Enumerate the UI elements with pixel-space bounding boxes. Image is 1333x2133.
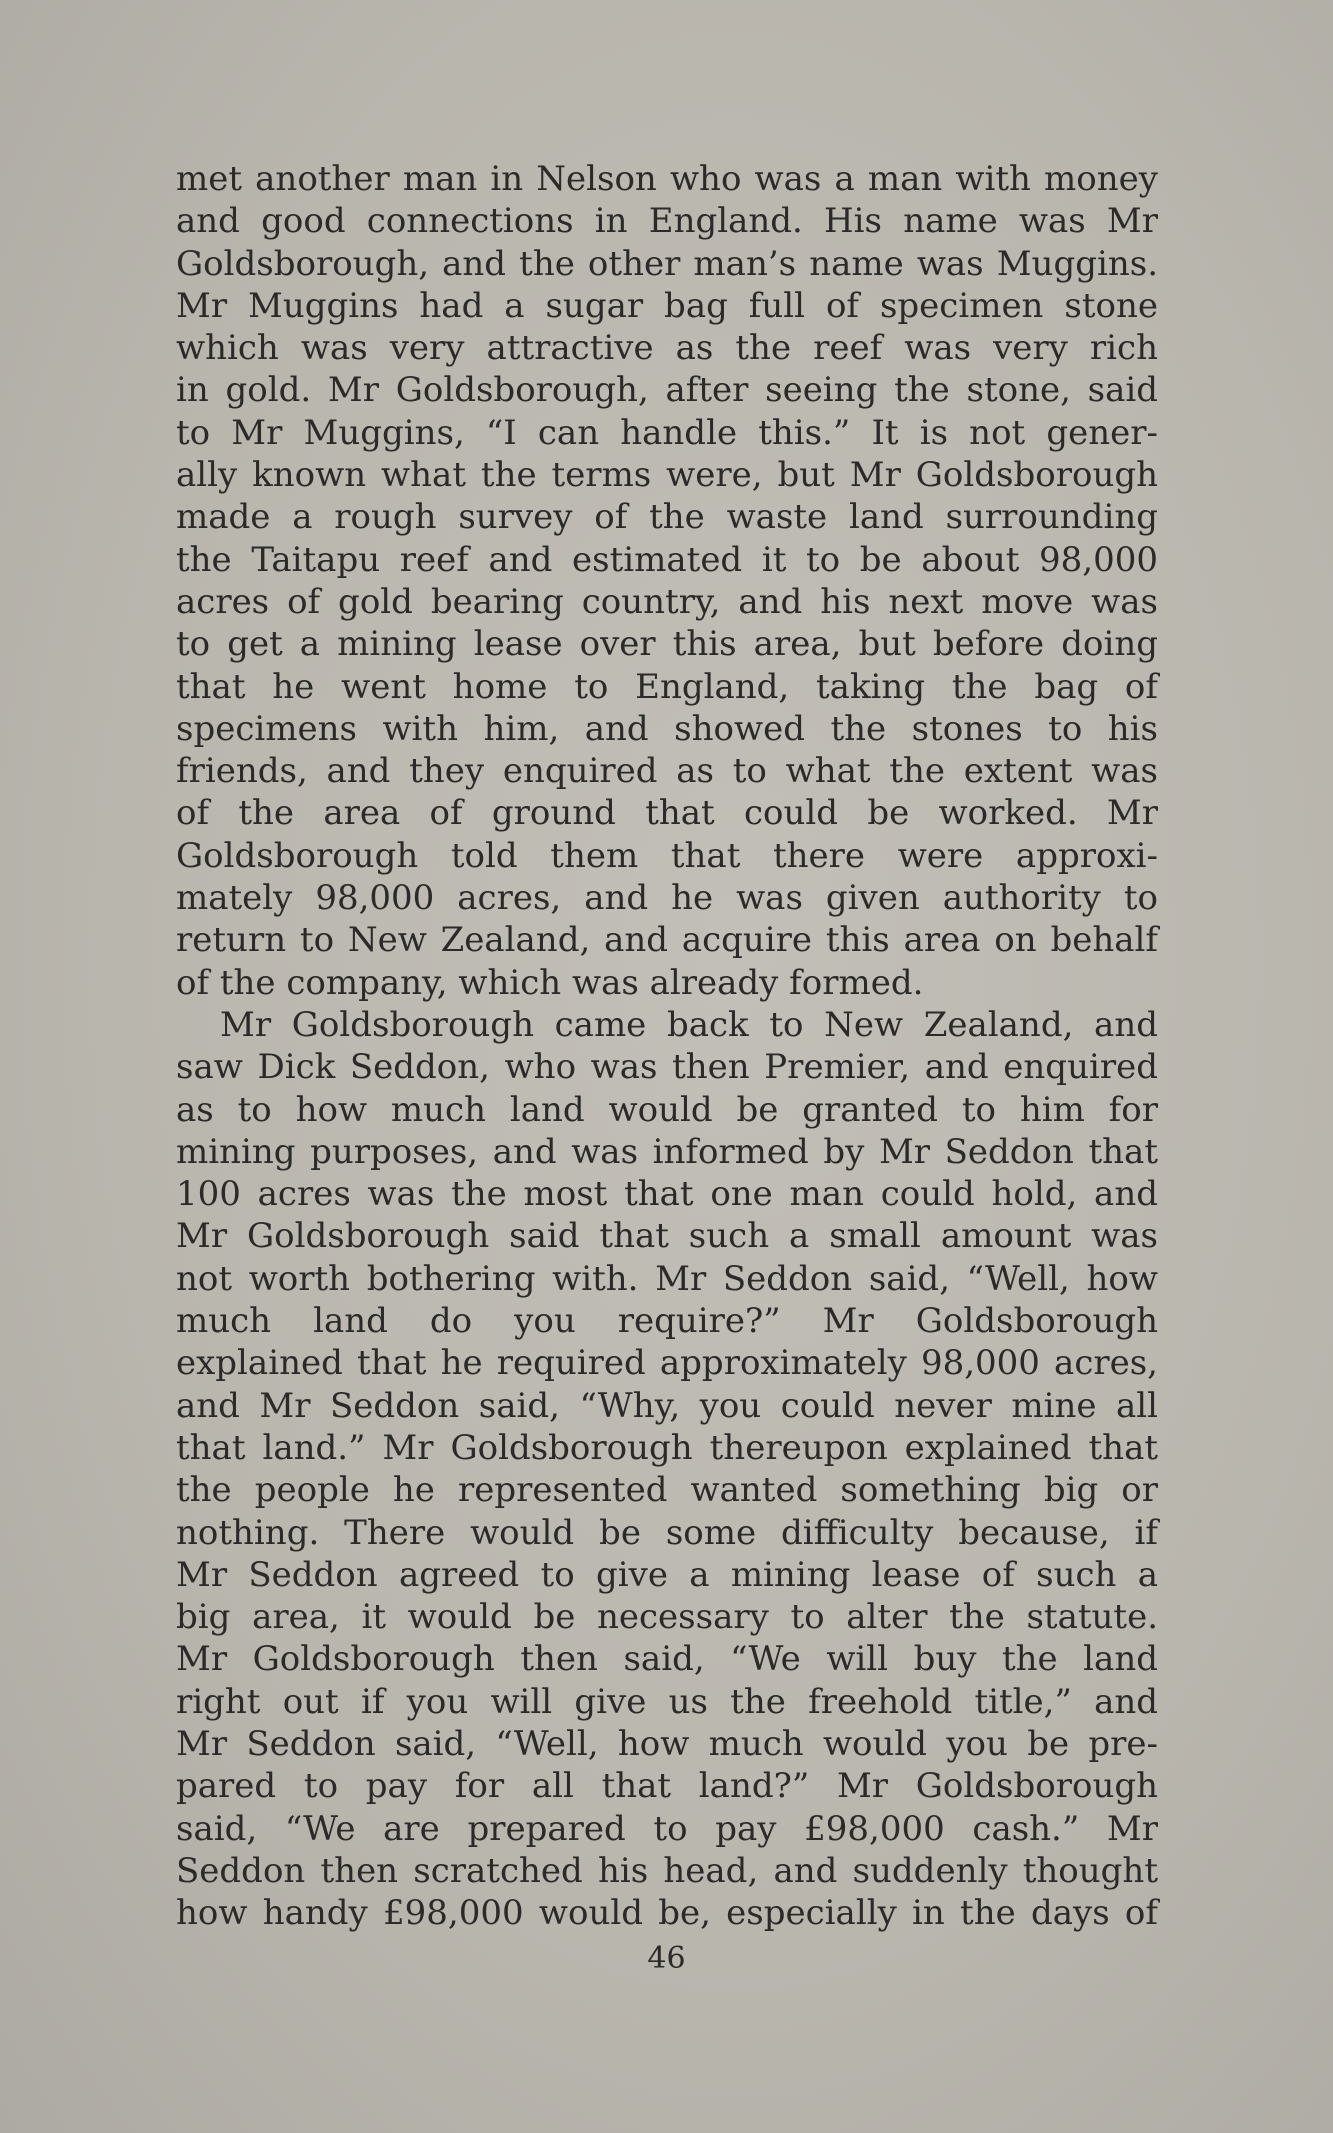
text-line: Mr Goldsborough then said, “We will buy the land (176, 1639, 1158, 1680)
text-line: met another man in Nelson who was a man with money (176, 159, 1158, 199)
paragraph (176, 1004, 1158, 1935)
text-line: the Taitapu reef and estimated it to be about 98,000 (176, 539, 1158, 580)
text-line: that land.” Mr Goldsborough thereupon explained that (176, 1427, 1158, 1468)
text-line: pared to pay for all that land?” Mr Goldsborough (176, 1766, 1158, 1807)
text-line: explained that he required approximately 98,000 acres, (176, 1343, 1158, 1384)
text-line: Goldsborough, and the other man’s name was Muggins. (176, 243, 1158, 284)
text-line: mining purposes, and was informed by Mr Seddon that (176, 1131, 1158, 1172)
text-line: said, “We are prepared to pay £98,000 cash.” Mr (176, 1808, 1158, 1849)
text-line: Mr Goldsborough came back to New Zealand, and (220, 1004, 1158, 1045)
text-line: nothing. There would be some difficulty because, if (176, 1512, 1158, 1553)
text-line: specimens with him, and showed the stones to his (176, 708, 1158, 749)
text-line: not worth bothering with. Mr Seddon said, “Well, how (176, 1258, 1158, 1299)
text-line: 100 acres was the most that one man could hold, and (176, 1174, 1158, 1215)
text-line: return to New Zealand, and acquire this area on behalf (176, 920, 1158, 961)
paragraph (176, 158, 1158, 1004)
text-line: to Mr Muggins, “I can handle this.” It is not gener- (176, 412, 1158, 453)
text-line: of the area of ground that could be worked. Mr (176, 793, 1158, 834)
text-line: to get a mining lease over this area, but before doing (176, 624, 1158, 665)
text-line: that he went home to England, taking the bag of (176, 666, 1158, 707)
text-line: which was very attractive as the reef was very rich (176, 328, 1158, 369)
text-line: acres of gold bearing country, and his next move was (176, 581, 1158, 622)
body-text (176, 158, 1158, 1934)
text-line: ally known what the terms were, but Mr Goldsborough (176, 455, 1158, 496)
text-line: and good connections in England. His name was Mr (176, 201, 1158, 242)
text-line: saw Dick Seddon, who was then Premier, and enquired (176, 1047, 1158, 1088)
text-line: how handy £98,000 would be, especially in the days of (176, 1893, 1158, 1934)
text-line: friends, and they enquired as to what the extent was (176, 751, 1158, 792)
text-line: Mr Muggins had a sugar bag full of specimen stone (176, 285, 1158, 326)
text-line: Mr Seddon said, “Well, how much would you be pre- (176, 1723, 1158, 1764)
text-line: right out if you will give us the freehold title,” and (176, 1681, 1158, 1722)
text-line: Seddon then scratched his head, and suddenly thought (176, 1850, 1158, 1891)
text-line: much land do you require?” Mr Goldsborough (176, 1301, 1158, 1342)
text-line: in gold. Mr Goldsborough, after seeing the stone, said (176, 370, 1158, 411)
text-line: made a rough survey of the waste land surrounding (176, 497, 1158, 538)
page-number: 46 (647, 1941, 686, 1976)
text-line: big area, it would be necessary to alter the statute. (176, 1597, 1158, 1638)
text-line: Mr Goldsborough said that such a small amount was (176, 1216, 1158, 1257)
text-line: and Mr Seddon said, “Why, you could never mine all (176, 1385, 1158, 1426)
text-line: of the company, which was already formed. (176, 962, 924, 1003)
text-line: Mr Seddon agreed to give a mining lease of such a (176, 1554, 1158, 1595)
text-line: Goldsborough told them that there were approxi- (176, 835, 1158, 876)
text-line: as to how much land would be granted to him for (176, 1089, 1158, 1130)
text-line: the people he represented wanted something big or (176, 1470, 1158, 1511)
text-line: mately 98,000 acres, and he was given authority to (176, 878, 1158, 919)
